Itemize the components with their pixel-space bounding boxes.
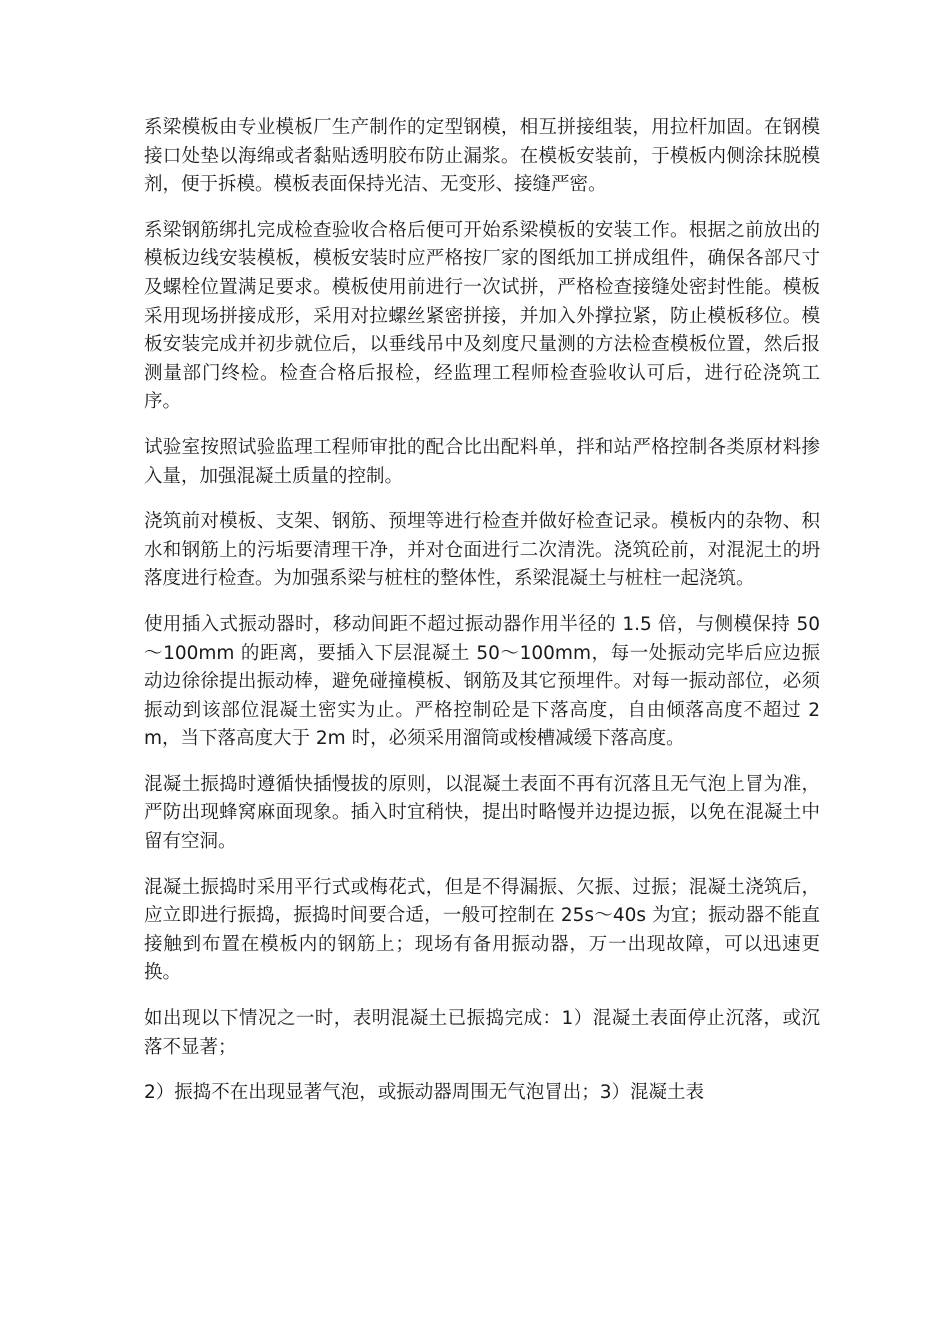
paragraph-pre-pour-inspection: 浇筑前对模板、支架、钢筋、预埋等进行检查并做好检查记录。模板内的杂物、积水和钢筋上的污垢要清理干净，并对仓面进行二次清洗。浇筑砼前，对混泥土的坍落度进行检查。为加强系梁与桩柱的整体性，系梁混凝土与桩柱一起浇筑。: [144, 511, 820, 590]
paragraph-formwork-installation: 系梁钢筋绑扎完成检查验收合格后便可开始系梁模板的安装工作。根据之前放出的模板边线安装模板，模板安装时应严格按厂家的图纸加工拼成组件，确保各部尺寸及螺栓位置满足要求。模板使用前进行一次试拼，严格检查接缝处密封性能。模板采用现场拼接成形，采用对拉螺丝紧密拼接，并加入外撑拉紧，防止模板移位。模板安装完成并初步就位后，以垂线吊中及刻度尺量测的方法检查模板位置，然后报测量部门终检。检查合格后报检，经监理工程师检查验收认可后，进行砼浇筑工序。: [144, 219, 820, 413]
paragraph-vibration-method: 混凝土振捣时采用平行式或梅花式，但是不得漏振、欠振、过振；混凝土浇筑后，应立即进行振捣，振捣时间要合适，一般可控制在 25s～40s 为宜；振动器不能直接触到布置在模板内的钢筋上；现场有备用振动器，万一出现故障，可以迅速更换。: [144, 876, 820, 984]
paragraph-mix-proportion: 试验室按照试验监理工程师审批的配合比出配料单，拌和站严格控制各类原材料掺入量，加强混凝土质量的控制。: [144, 436, 820, 487]
paragraph-vibration-principle: 混凝土振捣时遵循快插慢拔的原则，以混凝土表面不再有沉落且无气泡上冒为准，严防出现蜂窝麻面现象。插入时宜稍快，提出时略慢并边提边振，以免在混凝土中留有空洞。: [144, 773, 820, 853]
paragraph-completion-criteria: 如出现以下情况之一时，表明混凝土已振捣完成：1）混凝土表面停止沉落，或沉落不显著；: [144, 1008, 820, 1058]
paragraph-formwork-description: 系梁模板由专业模板厂生产制作的定型钢模，相互拼接组装，用拉杆加固。在钢模接口处垫以海绵或者黏贴透明胶布防止漏浆。在模板安装前，于模板内侧涂抹脱模剂，便于拆模。模板表面保持光洁、无变形、接缝严密。: [144, 117, 820, 196]
paragraph-completion-criteria-continued: 2）振捣不在出现显著气泡，或振动器周围无气泡冒出；3）混凝土表: [144, 1082, 705, 1104]
paragraph-vibrator-usage: 使用插入式振动器时，移动间距不超过振动器作用半径的 1.5 倍，与侧模保持 50～100mm 的距离，要插入下层混凝土 50～100mm，每一处振动完毕后应边振动边徐徐提出振动棒，避免碰撞模板、钢筋及其它预埋件。对每一振动部位，必须振动到该部位混凝土密实为止。严格控制砼是下落高度，自由倾落高度不超过 2m，当下落高度大于 2m 时，必须采用溜筒或梭槽减缓下落高度。: [144, 613, 820, 750]
document-body: [144, 114, 820, 1125]
